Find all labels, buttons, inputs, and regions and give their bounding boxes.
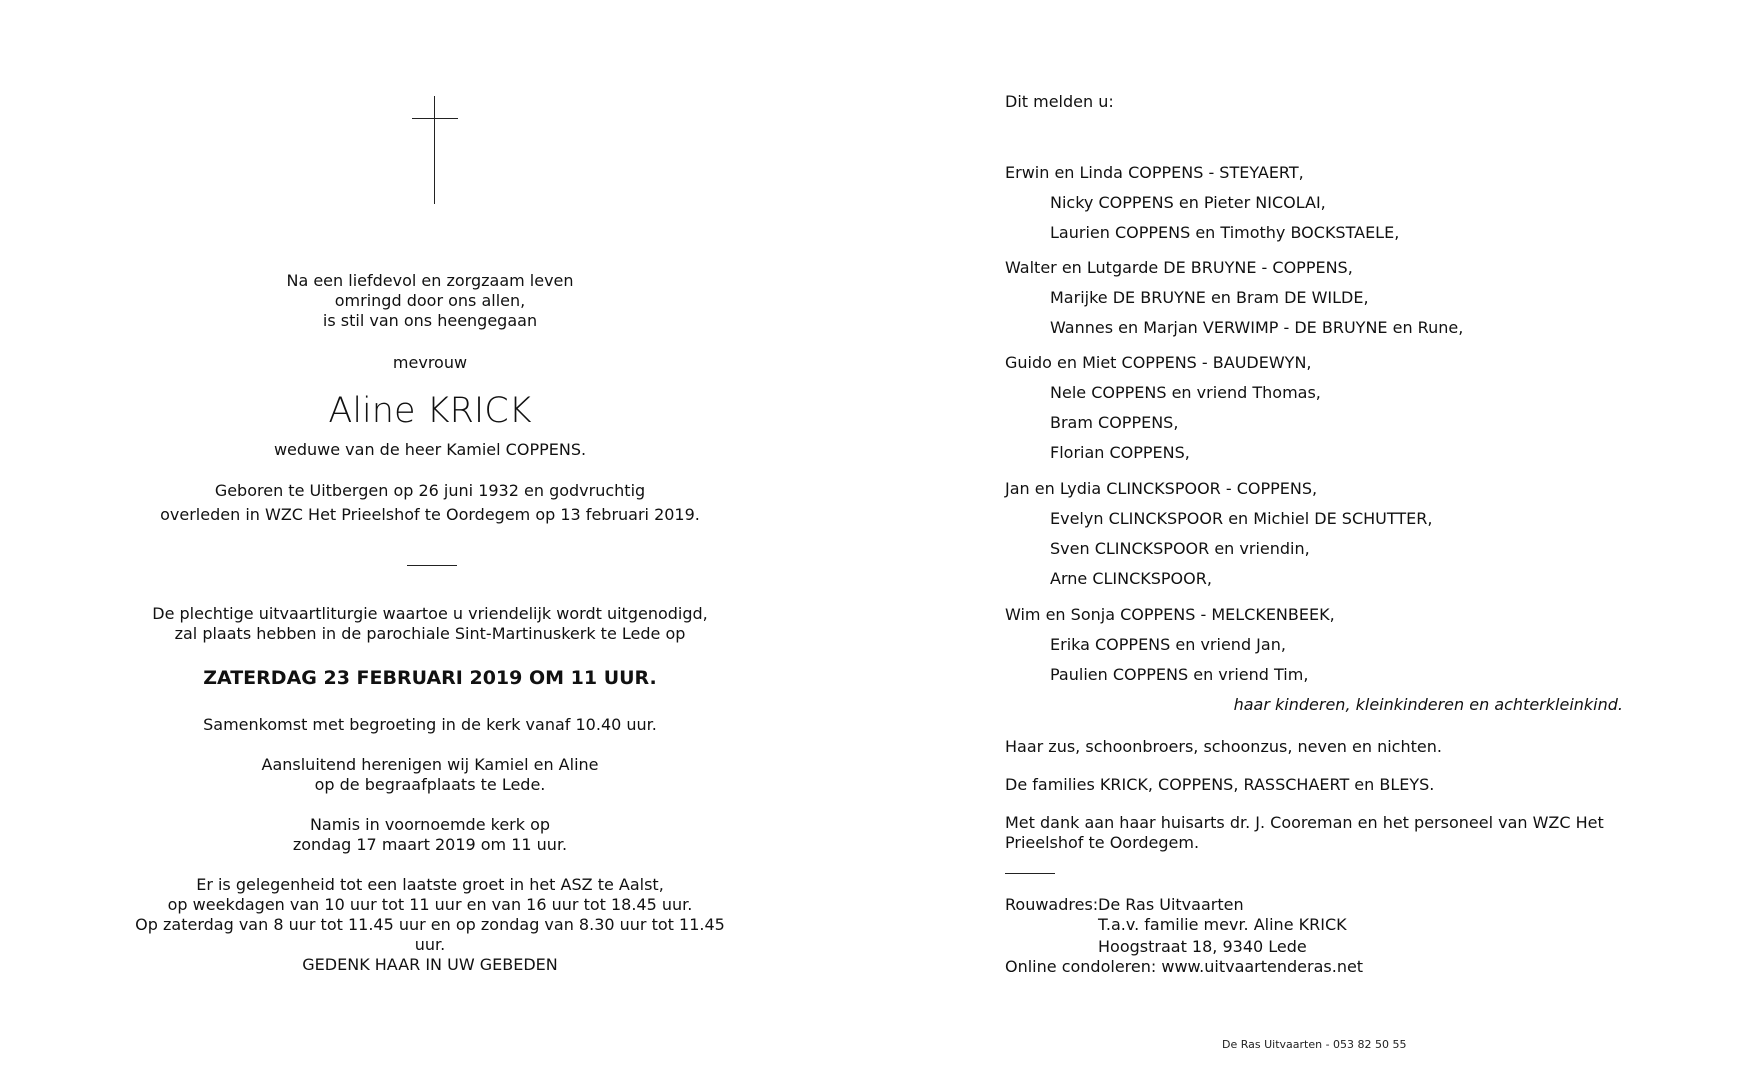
mourning-address-name: De Ras Uitvaarten bbox=[1098, 895, 1244, 914]
mourning-address-street: Hoogstraat 18, 9340 Lede bbox=[1098, 937, 1307, 956]
family-line: Wim en Sonja COPPENS - MELCKENBEEK, bbox=[1005, 605, 1335, 624]
invitation-text bbox=[120, 604, 740, 644]
siblings-text: Haar zus, schoonbroers, schoonzus, neven en nichten. bbox=[1005, 737, 1442, 756]
visitation-text bbox=[120, 875, 740, 955]
family-line: Jan en Lydia CLINCKSPOOR - COPPENS, bbox=[1005, 479, 1318, 498]
cross-icon bbox=[412, 96, 458, 204]
deceased-name: Aline KRICK bbox=[328, 391, 532, 431]
family-line: Wannes en Marjan VERWIMP - DE BRUYNE en Rune, bbox=[1050, 318, 1464, 337]
thanks-text: Met dank aan haar huisarts dr. J. Cooreman en het personeel van WZC Het Prieelshof te Oordegem. bbox=[1005, 813, 1604, 852]
closing-text: GEDENK HAAR IN UW GEBEDEN bbox=[302, 955, 558, 974]
announcement-header: Dit melden u: bbox=[1005, 92, 1114, 111]
family-line: Laurien COPPENS en Timothy BOCKSTAELE, bbox=[1050, 223, 1400, 242]
intro-line: omringd door ons allen, bbox=[334, 291, 526, 310]
visitation-line: op weekdagen van 10 uur tot 11 uur en van 16 uur tot 18.45 uur. bbox=[167, 895, 693, 914]
burial-line: Aansluitend herenigen wij Kamiel en Aline bbox=[261, 755, 599, 774]
family-line: Florian COPPENS, bbox=[1050, 443, 1190, 462]
family-line: Nicky COPPENS en Pieter NICOLAI, bbox=[1050, 193, 1326, 212]
divider bbox=[1005, 873, 1055, 874]
footer-funeral-home: De Ras Uitvaarten - 053 82 50 55 bbox=[1222, 1038, 1407, 1051]
family-line: Erika COPPENS en vriend Jan, bbox=[1050, 635, 1286, 654]
namis-line: zondag 17 maart 2019 om 11 uur. bbox=[292, 835, 568, 854]
burial-text bbox=[120, 755, 740, 795]
visitation-line: Op zaterdag van 8 uur tot 11.45 uur en op zondag van 8.30 uur tot 11.45 uur. bbox=[135, 915, 725, 954]
invitation-line: De plechtige uitvaartliturgie waartoe u vriendelijk wordt uitgenodigd, bbox=[152, 604, 708, 623]
mourning-address-label: Rouwadres: bbox=[1005, 895, 1099, 914]
families-text: De families KRICK, COPPENS, RASSCHAERT en BLEYS. bbox=[1005, 775, 1435, 794]
family-line: Evelyn CLINCKSPOOR en Michiel DE SCHUTTER, bbox=[1050, 509, 1433, 528]
intro-text bbox=[120, 271, 740, 331]
funeral-date: ZATERDAG 23 FEBRUARI 2019 OM 11 UUR. bbox=[203, 667, 657, 689]
mourning-address-attn: T.a.v. familie mevr. Aline KRICK bbox=[1098, 915, 1347, 934]
burial-line: op de begraafplaats te Lede. bbox=[314, 775, 546, 794]
family-line: Sven CLINCKSPOOR en vriendin, bbox=[1050, 539, 1310, 558]
family-line: Paulien COPPENS en vriend Tim, bbox=[1050, 665, 1309, 684]
family-line: Guido en Miet COPPENS - BAUDEWYN, bbox=[1005, 353, 1312, 372]
birth-death-line: Geboren te Uitbergen op 26 juni 1932 en godvruchtig bbox=[214, 481, 646, 500]
namis-text bbox=[120, 815, 740, 855]
birth-death-text bbox=[120, 479, 740, 527]
family-line: Arne CLINCKSPOOR, bbox=[1050, 569, 1212, 588]
intro-line: is stil van ons heengegaan bbox=[322, 311, 538, 330]
gathering-text: Samenkomst met begroeting in de kerk vanaf 10.40 uur. bbox=[203, 715, 657, 734]
birth-death-line: overleden in WZC Het Prieelshof te Oordegem op 13 februari 2019. bbox=[160, 505, 700, 524]
invitation-line: zal plaats hebben in de parochiale Sint-Martinuskerk te Lede op bbox=[174, 624, 686, 643]
family-line: Erwin en Linda COPPENS - STEYAERT, bbox=[1005, 163, 1304, 182]
mourning-address bbox=[1005, 895, 1363, 977]
divider bbox=[407, 565, 457, 566]
widow-text: weduwe van de heer Kamiel COPPENS. bbox=[273, 440, 587, 459]
left-panel bbox=[120, 0, 740, 1080]
right-panel bbox=[1005, 0, 1645, 1080]
visitation-line: Er is gelegenheid tot een laatste groet in het ASZ te Aalst, bbox=[196, 875, 664, 894]
family-line: Nele COPPENS en vriend Thomas, bbox=[1050, 383, 1321, 402]
intro-line: Na een liefdevol en zorgzaam leven bbox=[286, 271, 574, 290]
online-condolence-label: Online condoleren: bbox=[1005, 957, 1157, 976]
family-line: Marijke DE BRUYNE en Bram DE WILDE, bbox=[1050, 288, 1369, 307]
children-note: haar kinderen, kleinkinderen en achterkleinkind. bbox=[1233, 695, 1623, 714]
namis-line: Namis in voornoemde kerk op bbox=[309, 815, 551, 834]
honorific: mevrouw bbox=[392, 353, 468, 372]
family-line: Bram COPPENS, bbox=[1050, 413, 1179, 432]
online-condolence-link[interactable]: www.uitvaartenderas.net bbox=[1161, 957, 1364, 976]
family-line: Walter en Lutgarde DE BRUYNE - COPPENS, bbox=[1005, 258, 1353, 277]
